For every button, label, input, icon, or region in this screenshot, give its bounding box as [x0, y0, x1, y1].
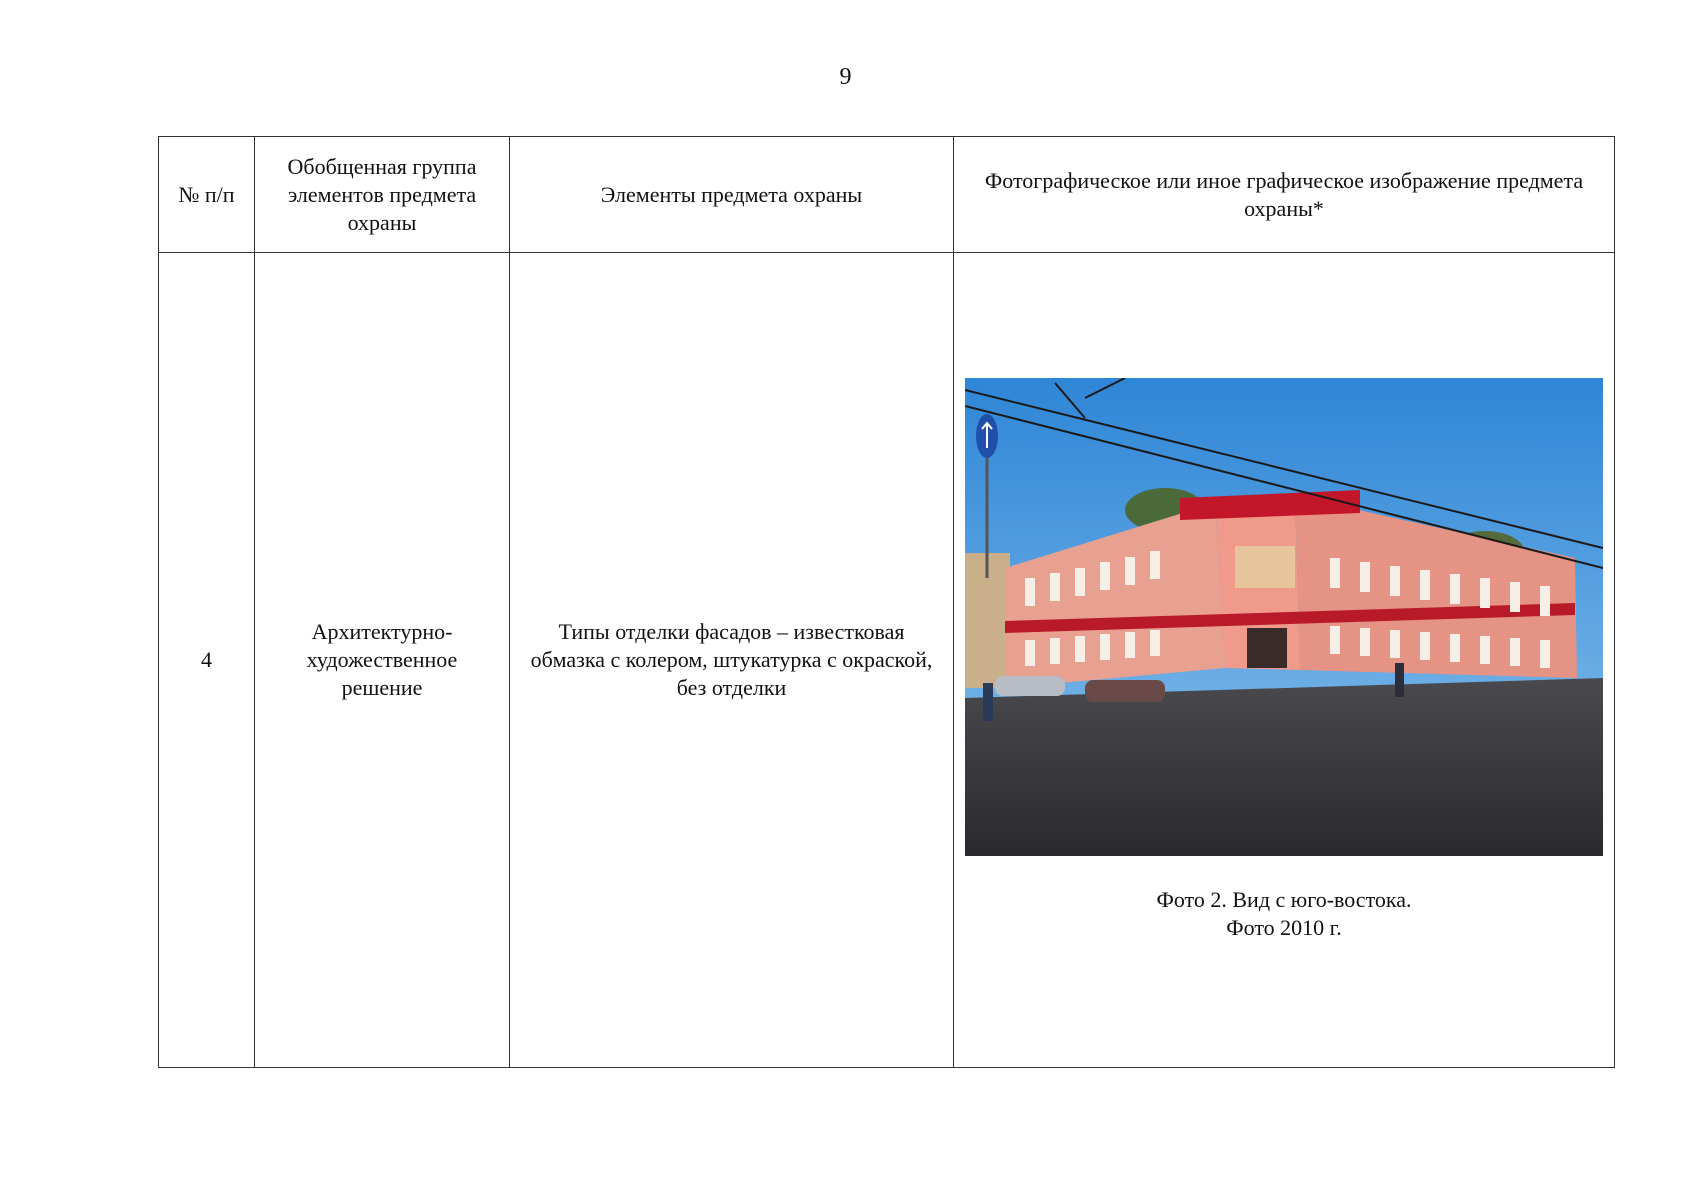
- row-number: 4: [159, 253, 255, 1068]
- header-elements: Элементы предмета охраны: [510, 137, 954, 253]
- header-number: № п/п: [159, 137, 255, 253]
- photo-caption-line2: Фото 2010 г.: [1226, 915, 1342, 940]
- header-group: Обобщенная группа элементов предмета охраны: [255, 137, 510, 253]
- table-header-row: [159, 137, 1615, 253]
- page-number: 9: [839, 64, 852, 90]
- row-photo-cell: [954, 253, 1615, 1068]
- header-image: Фотографическое или иное графическое изображение предмета охраны*: [954, 137, 1615, 253]
- protection-table: [158, 136, 1615, 1068]
- photo-caption-line1: Фото 2. Вид с юго-востока.: [1156, 887, 1412, 912]
- building-photo: [965, 378, 1603, 856]
- row-group: Архитектурно-художественное решение: [255, 253, 510, 1068]
- row-elements: Типы отделки фасадов – известковая обмазка с колером, штукатурка с окраской, без отделки: [510, 253, 954, 1068]
- photo-caption: [964, 886, 1604, 942]
- table-row: [159, 253, 1615, 1068]
